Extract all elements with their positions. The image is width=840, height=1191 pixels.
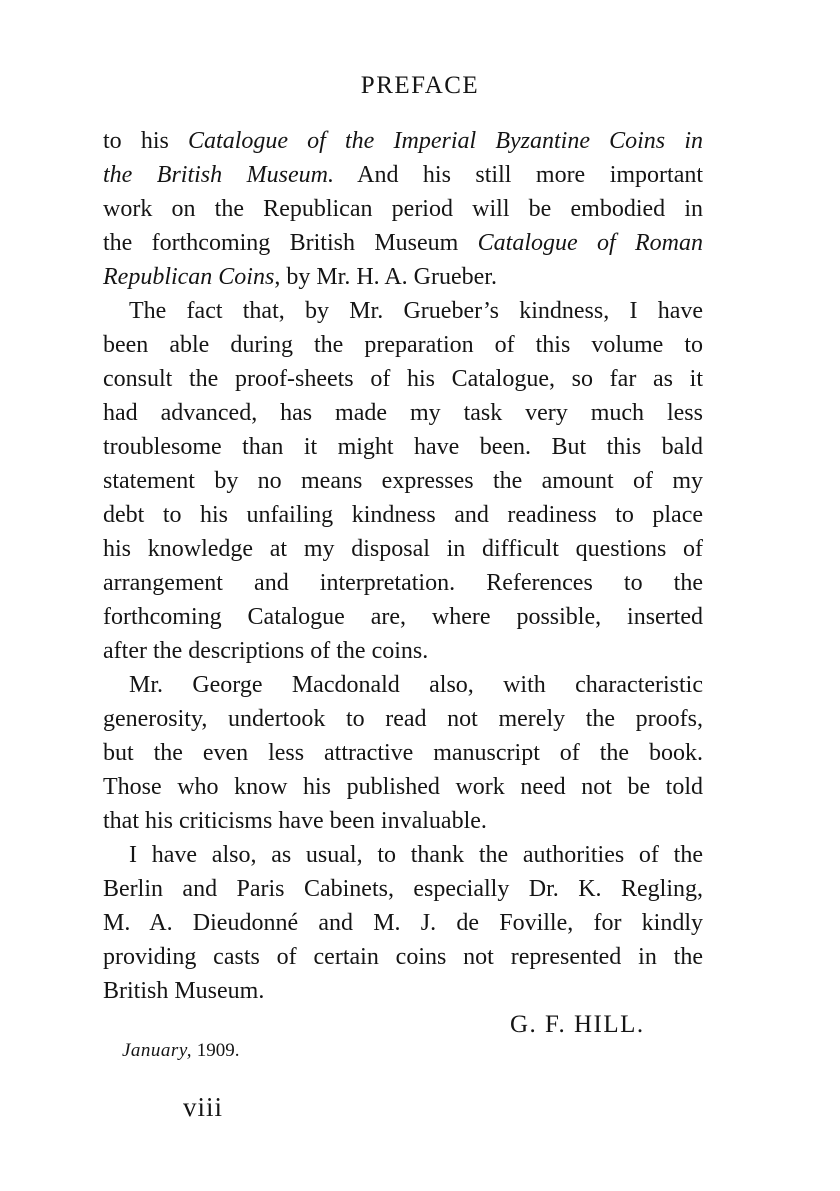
text-segment: after the descriptions of the coins. (103, 638, 429, 664)
text-line (103, 702, 703, 736)
text-segment: troublesome than it might have been. But this bald (103, 434, 703, 460)
text-segment: Those who know his published work need not be told (103, 774, 703, 800)
page-number: viii (183, 1092, 224, 1122)
text-line (103, 192, 703, 226)
text-segment: statement by no means expresses the amount of my (103, 468, 703, 494)
text-segment: I have also, as usual, to thank the authorities of the (129, 842, 703, 868)
text-segment: had advanced, has made my task very much less (103, 400, 703, 426)
text-segment: providing casts of certain coins not represented in the (103, 944, 703, 970)
text-segment: arrangement and interpretation. References to the (103, 570, 703, 596)
text-line (103, 804, 703, 838)
text-line (103, 600, 703, 634)
text-line (103, 294, 703, 328)
text-line (103, 838, 703, 872)
text-segment: his knowledge at my disposal in difficult questions of (103, 536, 703, 562)
text-line (103, 464, 703, 498)
text-line (103, 566, 703, 600)
text-line (103, 124, 703, 158)
text-line (103, 634, 703, 668)
text-line (103, 362, 703, 396)
text-line (103, 872, 703, 906)
page-header: PREFACE (360, 72, 480, 99)
text-segment: Mr. George Macdonald also, with characteristic (129, 672, 703, 698)
text-segment: debt to his unfailing kindness and readiness to place (103, 502, 703, 528)
text-line (103, 158, 703, 192)
text-line (103, 532, 703, 566)
text-line (103, 260, 703, 294)
italic-text-segment: Republican Coins (103, 264, 275, 290)
text-line (103, 736, 703, 770)
text-segment: to his (103, 128, 189, 154)
text-segment: The fact that, by Mr. Grueber’s kindness, I have (129, 298, 703, 324)
text-segment: the forthcoming British Museum (103, 230, 478, 256)
italic-text-segment: Catalogue of the Imperial Byzantine Coins in (188, 128, 703, 154)
italic-text-segment: Catalogue of Roman (477, 230, 704, 256)
text-line (103, 396, 703, 430)
preface-date (122, 1038, 239, 1064)
text-segment: been able during the preparation of this volume to (103, 332, 703, 358)
text-line (103, 226, 703, 260)
author-signature: G. F. HILL. (510, 1011, 645, 1038)
text-line (103, 668, 703, 702)
text-segment: M. A. Dieudonné and M. J. de Foville, for kindly (103, 910, 703, 936)
text-line (103, 498, 703, 532)
date-year: 1909. (196, 1040, 240, 1061)
text-segment: consult the proof-sheets of his Catalogue, so far as it (103, 366, 703, 392)
text-segment: generosity, undertook to read not merely the proofs, (103, 706, 703, 732)
date-month: January, (122, 1040, 192, 1061)
text-line (103, 974, 703, 1008)
text-segment: that his criticisms have been invaluable. (103, 808, 487, 834)
italic-text-segment: the British Museum. (103, 162, 334, 188)
text-segment: British Museum. (103, 978, 265, 1004)
text-line (103, 940, 703, 974)
text-line (103, 430, 703, 464)
text-segment: Berlin and Paris Cabinets, especially Dr. K. Regling, (103, 876, 703, 902)
text-line (103, 906, 703, 940)
text-segment: forthcoming Catalogue are, where possible, inserted (103, 604, 703, 630)
text-segment: but the even less attractive manuscript of the book. (103, 740, 703, 766)
text-segment: And his still more important (333, 162, 704, 188)
text-line (103, 770, 703, 804)
text-line (103, 328, 703, 362)
text-segment: , by Mr. H. A. Grueber. (274, 264, 497, 290)
text-segment: work on the Republican period will be embodied in (103, 196, 703, 222)
preface-body (103, 124, 703, 1008)
